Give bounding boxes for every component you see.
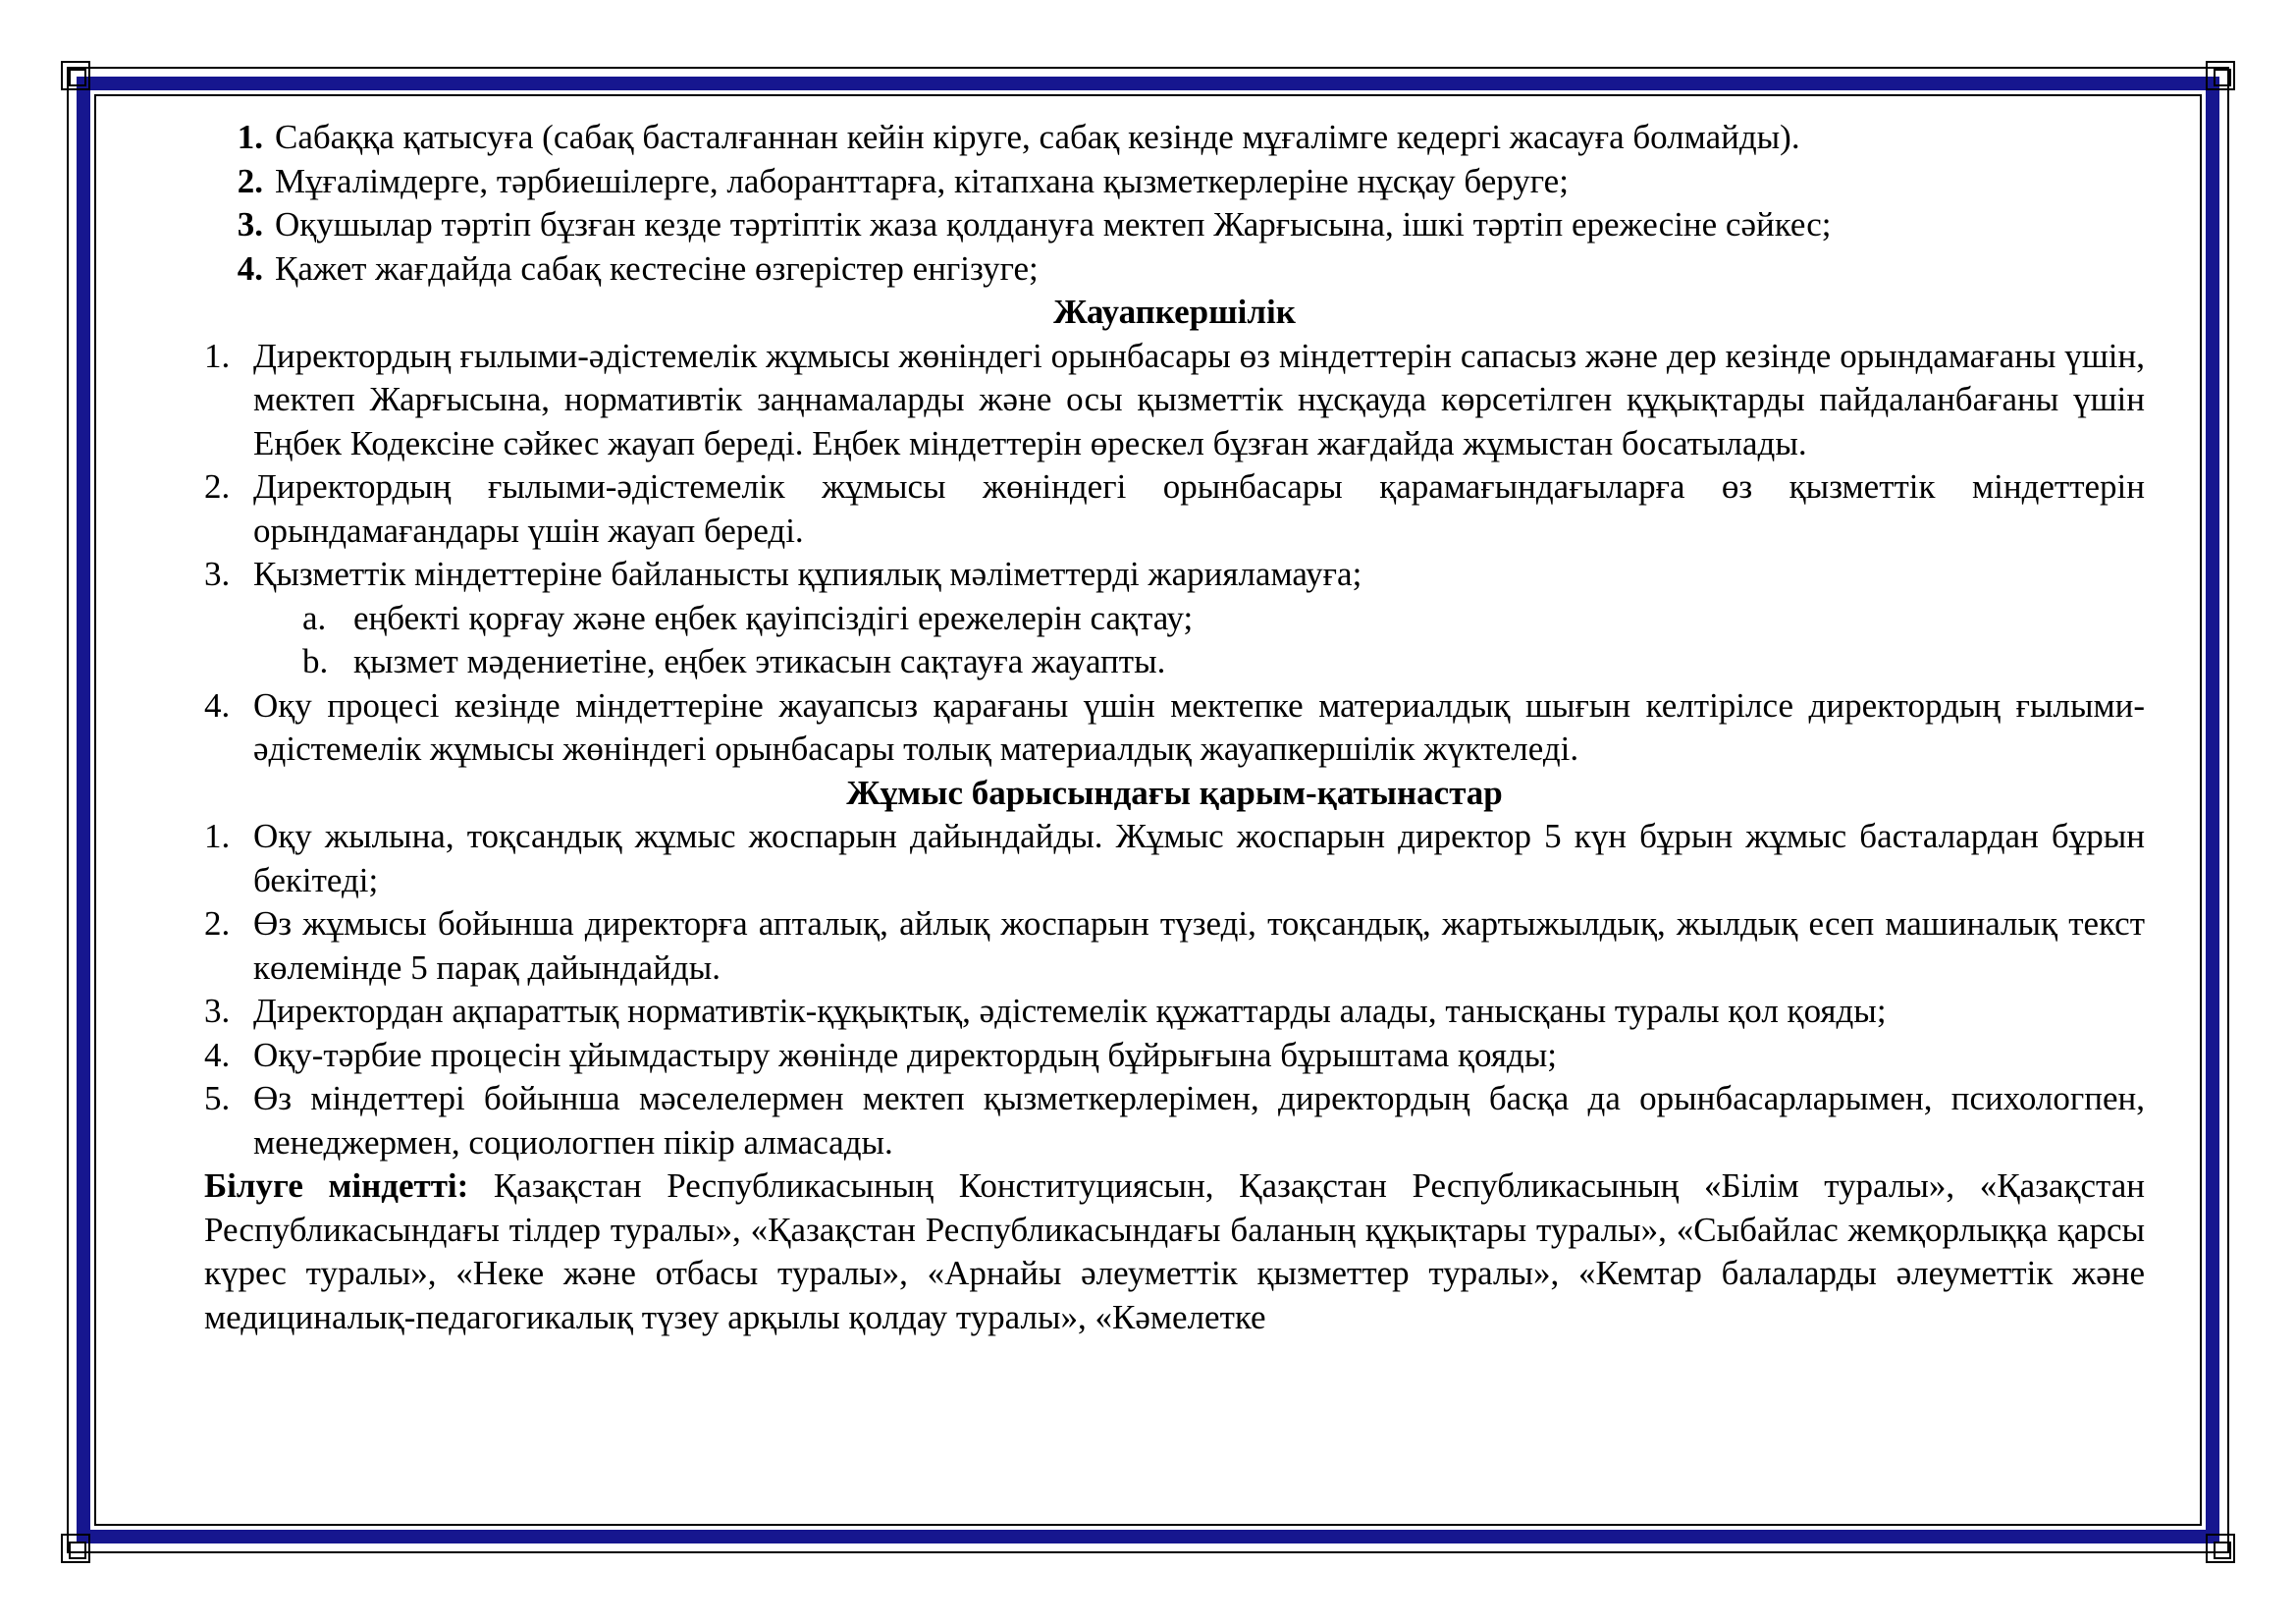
list-text: Қызметтік міндеттеріне байланысты құпиялық мәліметтерді жарияламауға; (253, 555, 1362, 593)
list-text: еңбекті қорғау және еңбек қауіпсіздігі ережелерін сақтау; (353, 598, 1194, 637)
list-text: Оқу процесі кезінде міндеттеріне жауапсыз қарағаны үшін мектепке материалдық шығын келтірілсе директордың ғылыми-әдістемелік жұмысы жөніндегі орынбасары толық материалдық жауапкершілік жүктеледі. (253, 685, 2145, 768)
list-text: Оқушылар тәртіп бұзған кезде тәртіптік жаза қолдануға мектеп Жарғысына, ішкі тәртіп ережесіне сәйкес; (275, 205, 1832, 244)
relations-item (204, 902, 2145, 990)
frame-corner-ornament (2206, 1534, 2235, 1563)
frame-corner-ornament (2206, 61, 2235, 90)
list-number: 3. (204, 555, 231, 593)
list-letter: a. (302, 598, 327, 637)
responsibility-item (204, 335, 2145, 466)
relations-item (204, 1034, 2145, 1078)
list-text: Директордың ғылыми-әдістемелік жұмысы жөніндегі орынбасары өз міндеттерін сапасыз және дер кезінде орындамағаны үшін, мектеп Жарғысына, нормативтік заңнамаларды және осы қызметтік нұсқауда көрсетілген құқықтарды пайдаланбағаны үшін Еңбек Кодексіне сәйкес жауап береді. Еңбек міндеттерін өрескел бұзған жағдайда жұмыстан босатылады. (253, 336, 2145, 462)
list-number: 1. (204, 336, 231, 375)
list-text: Оқу-тәрбие процесін ұйымдастыру жөнінде директордың бұйрығына бұрыштама қояды; (253, 1035, 1557, 1074)
responsibility-item (204, 465, 2145, 553)
responsibility-item (204, 553, 2145, 597)
list-number: 2. (237, 161, 263, 200)
list-text: Өз міндеттері бойынша мәселелермен мектеп қызметкерлерімен, директордың басқа да орынбасарларымен, психологпен, менеджермен, социологпен пікір алмасады. (253, 1079, 2145, 1162)
rights-item (204, 247, 2145, 292)
list-text: Сабаққа қатысуға (сабақ басталғаннан кейін кіруге, сабақ кезінде мұғалімге кедергі жасауға болмайды). (275, 118, 1800, 156)
list-number: 1. (204, 817, 231, 855)
rights-item (204, 116, 2145, 160)
responsibility-sub-item (204, 597, 2145, 641)
document-body (204, 116, 2145, 1339)
list-text: Оқу жылына, тоқсандық жұмыс жоспарын дайындайды. Жұмыс жоспарын директор 5 күн бұрын жұмыс басталардан бұрын бекітеді; (253, 817, 2145, 899)
list-number: 4. (204, 685, 231, 725)
knowledge-text: Қазақстан Республикасының Конституциясын, Қазақстан Республикасының «Білім туралы», «Қазақстан Республикасындағы тілдер туралы», «Қазақстан Республикасындағы баланың құқықтары туралы», «Сыбайлас жемқорлыққа қарсы күрес туралы», «Неке және отбасы туралы», «Арнайы әлеуметтік қызметтер туралы», «Кемтар балаларды әлеуметтік және медициналық-педагогикалық түзеу арқылы қолдау туралы», «Кәмелетке (204, 1166, 2145, 1336)
list-number: 4. (204, 1035, 231, 1074)
relations-item (204, 990, 2145, 1034)
list-text: Директордың ғылыми-әдістемелік жұмысы жөніндегі орынбасары қарамағындағыларға өз қызметтік міндеттерін орындамағандары үшін жауап береді. (253, 467, 2145, 550)
relations-item (204, 1077, 2145, 1164)
list-number: 5. (204, 1079, 231, 1117)
knowledge-label: Білуге міндетті: (204, 1166, 469, 1205)
list-text: қызмет мәдениетіне, еңбек этикасын сақтауға жауапты. (353, 642, 1166, 680)
knowledge-paragraph (204, 1164, 2145, 1339)
list-text: Қажет жағдайда сабақ кестесіне өзгерістер енгізуге; (275, 248, 1039, 288)
frame-corner-ornament (61, 1534, 90, 1563)
frame-corner-ornament (61, 61, 90, 90)
list-number: 4. (237, 248, 263, 288)
list-number: 1. (237, 118, 263, 156)
list-text: Өз жұмысы бойынша директорға апталық, айлық жоспарын түзеді, тоқсандық, жартыжылдық, жылдық есеп машиналық текст көлемінде 5 парақ дайындайды. (253, 904, 2145, 987)
list-number: 3. (204, 992, 231, 1030)
section-heading-responsibility: Жауапкершілік (1053, 293, 1296, 331)
rights-item (204, 160, 2145, 204)
list-number: 2. (204, 904, 231, 943)
rights-item (204, 203, 2145, 247)
list-text: Директордан ақпараттық нормативтік-құқықтық, әдістемелік құжаттарды алады, танысқаны туралы қол қояды; (253, 992, 1887, 1030)
relations-item (204, 815, 2145, 902)
responsibility-item (204, 684, 2145, 772)
list-letter: b. (302, 642, 329, 680)
responsibility-sub-item (204, 640, 2145, 684)
list-number: 2. (204, 467, 231, 506)
list-text: Мұғалімдерге, тәрбиешілерге, лаборанттарға, кітапхана қызметкерлеріне нұсқау беруге; (275, 161, 1569, 200)
section-heading-relations: Жұмыс барысындағы қарым-қатынастар (846, 773, 1503, 812)
list-number: 3. (237, 205, 263, 244)
